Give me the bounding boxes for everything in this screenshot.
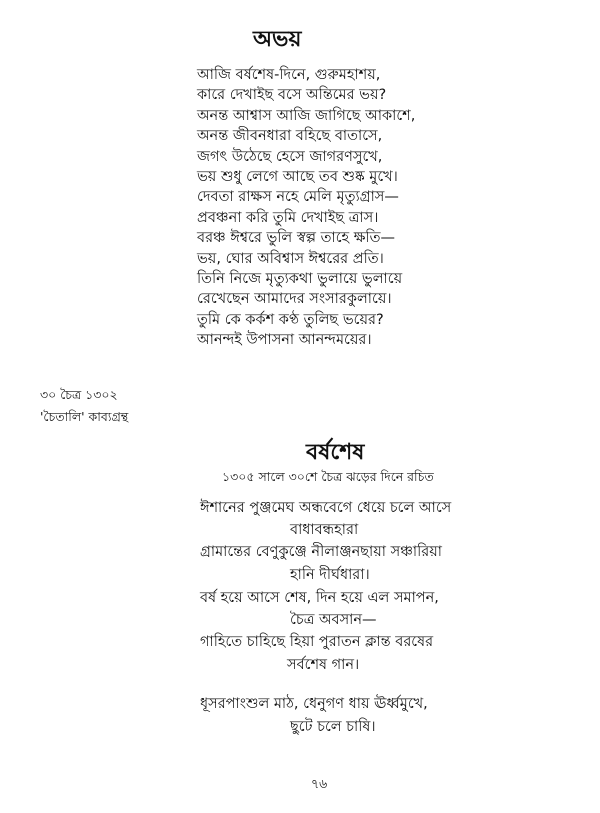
poem-line: বর্ষ হয়ে আসে শেষ, দিন হয়ে এল সমাপন, [200,590,439,606]
poem-line: সর্বশেষ গান। [287,657,360,673]
poem-line: তুমি কে কর্কশ কণ্ঠ তুলিছ ভয়ের? [197,311,384,328]
poem-line: অনন্ত জীবনধারা বহিছে বাতাসে, [197,128,383,145]
poem-source: 'চৈতালি' কাব্যগ্রন্থ [40,409,129,424]
poem-line: গ্রামান্তের বেণুকুঞ্জে নীলাঞ্জনছায়া সঞ্চারিয়া [200,544,442,560]
poem-line: ছুটে চলে চাষি। [290,719,376,735]
poem-date: ৩০ চৈত্র ১৩০২ [40,387,118,402]
poem-line: কারে দেখাইছ বসে অন্তিমের ভয়? [197,87,387,104]
poem-line: বরঞ্চ ঈশ্বরে ভুলি স্বল্প তাহে ক্ষতি— [197,230,396,247]
poem-title-barshashesh: বর্ষশেষ [306,440,365,465]
poem-line: ভয়, ঘোর অবিশ্বাস ঈশ্বরের প্রতি। [197,250,384,267]
poem-line: আজি বর্ষশেষ-দিনে, গুরুমহাশয়, [197,67,381,83]
poem-line: ঈশানের পুঞ্জমেঘ অন্ধবেগে ধেয়ে চলে আসে [200,500,452,516]
poem-subtitle: ১৩০৫ সালে ৩০শে চৈত্র ঝড়ের দিনে রচিত [222,469,434,484]
poem-line: তিনি নিজে মৃত্যুকথা ভুলায়ে ভুলায়ে [197,270,403,287]
poem-line: ভয় শুধু লেগে আছে তব শুষ্ক মুখে। [197,168,398,185]
poem-abhay-body [197,65,415,350]
poem-line: হানি দীর্ঘধারা। [290,567,370,583]
poem-line: প্রবঞ্চনা করি তুমি দেখাইছ ত্রাস। [197,209,379,226]
poem-line: আনন্দই উপাসনা আনন্দময়ের। [197,332,372,349]
poem-title-abhay: অভয় [253,27,302,52]
poem-line: চৈত্র অবসান— [290,612,377,628]
poem-line: দেবতা রাক্ষস নহে মেলি মৃত্যুগ্রাস— [197,189,399,206]
poem-line: ধূসরপাংশুল মাঠ, ধেনুগণ ধায় ঊর্ধ্বমুখে, [200,696,428,712]
page-number: ৭৬ [311,776,328,791]
poem-line: অনন্ত আশ্বাস আজি জাগিছে আকাশে, [197,107,416,124]
poem-line: রেখেছেন আমাদের সংসারকুলায়ে। [197,291,392,308]
poem-line: জগৎ উঠেছে হেসে জাগরণসুখে, [197,148,383,165]
poem-line: বাধাবন্ধহারা [290,522,359,538]
poem-line: গাহিতে চাহিছে হিয়া পুরাতন ক্লান্ত বরষের [200,634,434,650]
